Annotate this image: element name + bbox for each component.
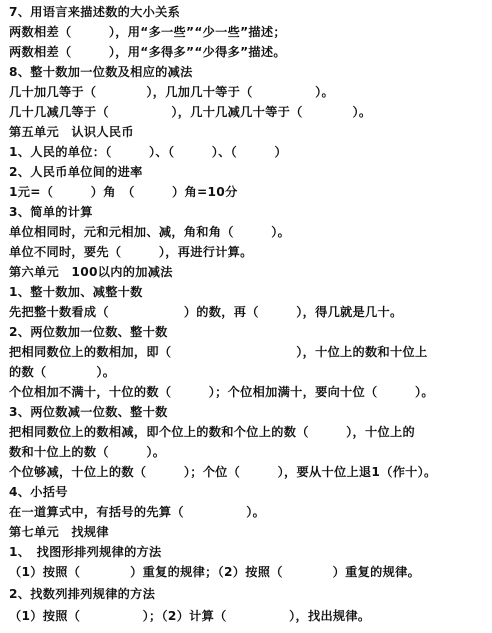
text-line: （1）按照（ ）重复的规律；（2）按照（ ）重复的规律。	[9, 565, 421, 579]
text-line: 先把整十数看成（ ）的数，再（ ），得几就是几十。	[9, 305, 403, 319]
unit-5-title: 第五单元 认识人民币	[9, 125, 134, 139]
heading-8-tens-addition: 8、整十数加一位数及相应的减法	[9, 65, 193, 79]
section-heading: 1、整十数加、减整十数	[9, 285, 143, 299]
section-heading: 2、找数列排列规律的方法	[9, 587, 156, 601]
section-heading: 2、两位数加一位数、整十数	[9, 325, 168, 339]
text-line: 在一道算式中，有括号的先算（ ）。	[9, 505, 266, 519]
text-line: 把相同数位上的数相减，即个位上的数和个位上的数（ ），十位上的	[9, 425, 415, 439]
section-heading: 1、 找图形排列规律的方法	[9, 545, 162, 559]
section-heading: 3、简单的计算	[9, 205, 93, 219]
text-line: 把相同数位上的数相加，即（ ），十位上的数和十位上	[9, 345, 428, 359]
text-line: 1、人民的单位：（ ）、（ ）、（ ）	[9, 145, 287, 159]
text-line: 两数相差（ ），用“多得多”“少得多”描述。	[9, 45, 286, 59]
text-line: 的数（ ）。	[9, 365, 116, 379]
section-heading: 4、小括号	[9, 485, 68, 499]
text-line: 几十几减几等于（ ），几十几减几十等于（ ）。	[9, 105, 372, 119]
unit-6-title: 第六单元 100以内的加减法	[9, 265, 173, 279]
section-heading: 3、两位数减一位数、整十数	[9, 405, 168, 419]
heading-7-size-relations: 7、用语言来描述数的大小关系	[9, 5, 181, 19]
text-line: 1元=（ ）角 （ ）角=10分	[9, 185, 238, 199]
section-heading: 2、人民币单位间的进率	[9, 165, 143, 179]
text-line: （1）按照（ ）；（2）计算（ ），找出规律。	[9, 609, 371, 623]
text-line: 数和十位上的数（ ）。	[9, 445, 166, 459]
text-line: 单位相同时，元和元相加、减，角和角（ ）。	[9, 225, 291, 239]
text-line: 单位不同时，要先（ ），再进行计算。	[9, 245, 253, 259]
text-line: 个位相加不满十，十位的数（ ）；个位相加满十，要向十位（ ）。	[9, 385, 434, 399]
unit-7-title: 第七单元 找规律	[9, 525, 109, 539]
text-line: 几十加几等于（ ），几加几十等于（ ）。	[9, 85, 334, 99]
text-line: 个位够减，十位上的数（ ）；个位（ ），要从十位上退1（作十）。	[9, 465, 437, 479]
text-line: 两数相差（ ），用“多一些”“少一些”描述；	[9, 25, 286, 39]
